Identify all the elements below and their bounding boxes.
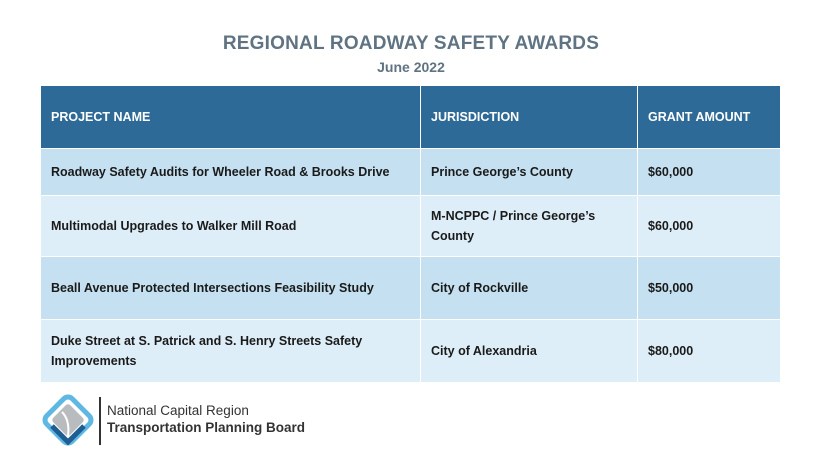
tpb-logo-icon <box>38 392 98 448</box>
logo-text-line2: Transportation Planning Board <box>107 420 306 435</box>
logo-divider <box>99 397 101 445</box>
table-header-row <box>41 86 781 149</box>
project-name-cell: Roadway Safety Audits for Wheeler Road & Brooks Drive <box>41 149 421 196</box>
header-grant-amount: GRANT AMOUNT <box>638 86 781 149</box>
jurisdiction-cell: City of Alexandria <box>421 320 638 383</box>
jurisdiction-cell: M-NCPPC / Prince George’s County <box>421 196 638 257</box>
grant-amount-cell: $60,000 <box>638 196 781 257</box>
awards-table <box>40 85 781 383</box>
page-title: REGIONAL ROADWAY SAFETY AWARDS <box>222 33 600 54</box>
grant-amount-cell: $80,000 <box>638 320 781 383</box>
page-subtitle: June 2022 <box>377 59 445 75</box>
project-name-cell: Beall Avenue Protected Intersections Feasibility Study <box>41 257 421 320</box>
project-name-cell: Multimodal Upgrades to Walker Mill Road <box>41 196 421 257</box>
table-row <box>41 149 781 196</box>
header-jurisdiction: JURISDICTION <box>421 86 638 149</box>
table-row <box>41 257 781 320</box>
jurisdiction-cell: Prince George’s County <box>421 149 638 196</box>
logo-text-line1: National Capital Region <box>107 403 249 418</box>
grant-amount-cell: $60,000 <box>638 149 781 196</box>
header-project-name: PROJECT NAME <box>41 86 421 149</box>
table-row <box>41 320 781 383</box>
table-row <box>41 196 781 257</box>
project-name-cell: Duke Street at S. Patrick and S. Henry Streets Safety Improvements <box>41 320 421 383</box>
jurisdiction-cell: City of Rockville <box>421 257 638 320</box>
grant-amount-cell: $50,000 <box>638 257 781 320</box>
